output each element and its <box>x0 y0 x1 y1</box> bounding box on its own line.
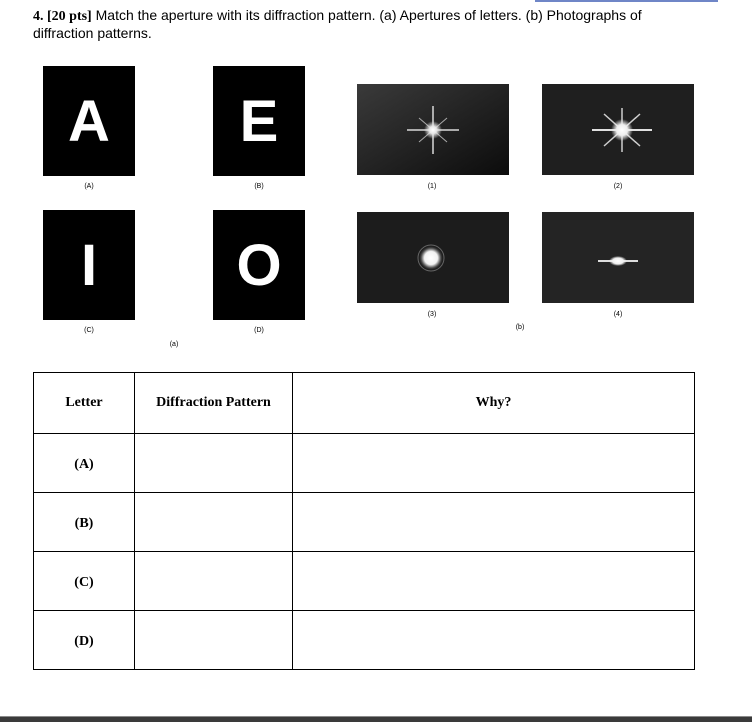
table-row <box>34 552 695 611</box>
question-text <box>33 7 693 42</box>
why-answer-cell[interactable] <box>293 493 695 552</box>
diffraction-photo-3 <box>357 212 509 303</box>
aperture-caption: (D) <box>254 327 264 334</box>
aperture-letter: E <box>239 88 279 154</box>
header-letter: Letter <box>34 373 135 434</box>
top-rule <box>535 0 718 2</box>
horizontal-streak-pattern-icon <box>542 212 694 303</box>
aperture-caption: (A) <box>84 183 94 190</box>
aperture-caption: (B) <box>254 183 264 190</box>
ring-pattern-icon <box>357 212 509 303</box>
pattern-answer-cell[interactable] <box>135 434 293 493</box>
why-answer-cell[interactable] <box>293 552 695 611</box>
aperture-caption: (C) <box>84 327 94 334</box>
aperture-letter: O <box>236 232 282 298</box>
pattern-answer-cell[interactable] <box>135 552 293 611</box>
question-body: Match the aperture with its diffraction pattern. (a) Apertures of letters. (b) Photographs of diffraction patterns. <box>33 7 642 41</box>
table-row <box>34 434 695 493</box>
six-point-star-pattern-bright-icon <box>542 84 694 175</box>
apertures-group-caption: (a) <box>169 341 179 348</box>
question-number: 4. [20 pts] <box>33 9 92 24</box>
six-point-star-pattern-icon <box>357 84 509 175</box>
why-answer-cell[interactable] <box>293 434 695 493</box>
patterns-group-caption: (b) <box>515 324 525 331</box>
header-diffraction-pattern: Diffraction Pattern <box>135 373 293 434</box>
aperture-i <box>43 210 135 320</box>
pattern-caption: (4) <box>613 311 623 318</box>
aperture-e <box>213 66 305 176</box>
pattern-answer-cell[interactable] <box>135 493 293 552</box>
table-row <box>34 493 695 552</box>
aperture-a <box>43 66 135 176</box>
aperture-letter: A <box>68 88 110 154</box>
table-header-row <box>34 373 695 434</box>
diffraction-photo-1 <box>357 84 509 175</box>
pattern-answer-cell[interactable] <box>135 611 293 670</box>
bottom-bar <box>0 716 752 722</box>
table-row <box>34 611 695 670</box>
aperture-letter: I <box>80 232 98 298</box>
pattern-caption: (2) <box>613 183 623 190</box>
row-letter: (C) <box>34 552 135 611</box>
answer-table <box>33 372 695 670</box>
header-why: Why? <box>293 373 695 434</box>
why-answer-cell[interactable] <box>293 611 695 670</box>
aperture-o <box>213 210 305 320</box>
diffraction-photo-2 <box>542 84 694 175</box>
pattern-caption: (3) <box>427 311 437 318</box>
row-letter: (B) <box>34 493 135 552</box>
diffraction-photo-4 <box>542 212 694 303</box>
row-letter: (D) <box>34 611 135 670</box>
row-letter: (A) <box>34 434 135 493</box>
pattern-caption: (1) <box>427 183 437 190</box>
